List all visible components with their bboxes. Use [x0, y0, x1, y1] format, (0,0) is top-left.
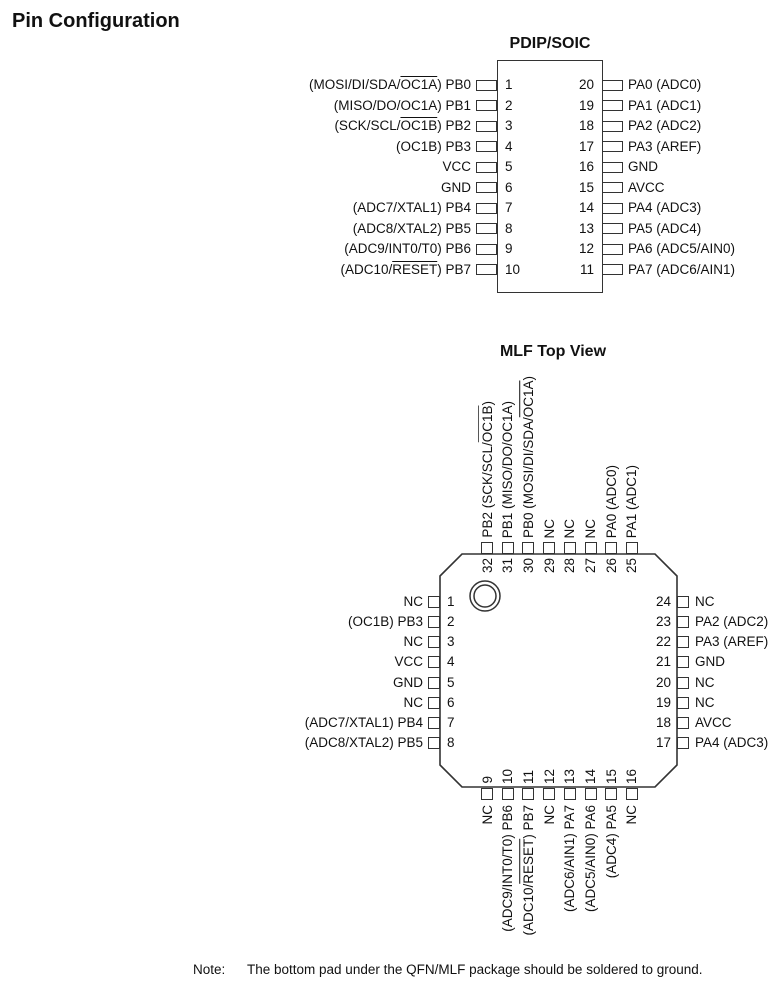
- mlf-pin-number: 11: [520, 769, 536, 784]
- mlf-pin-pad: [428, 697, 440, 709]
- pdip-pin-label: PA7 (ADC6/AIN1): [628, 261, 736, 277]
- mlf-pin-number: 15: [603, 768, 619, 784]
- mlf-pin-pad: [605, 788, 617, 800]
- mlf-title: MLF Top View: [499, 343, 607, 360]
- pdip-pin-number: 17: [578, 138, 594, 154]
- mlf-pin-number: 7: [447, 714, 455, 730]
- mlf-pin-label: NC: [403, 594, 423, 609]
- mlf-pin-label: PB2 (SCK/SCL/OC1B): [479, 401, 495, 538]
- pdip-pin-label: VCC: [442, 159, 471, 175]
- mlf-pin-pad: [677, 737, 689, 749]
- pdip-pin-number: 7: [505, 200, 513, 216]
- pdip-pin-label: PA3 (AREF): [628, 138, 702, 154]
- overline-text: OC1A: [520, 380, 536, 418]
- mlf-pin-label: PA1 (ADC1): [624, 464, 640, 538]
- overline-text: RESET: [392, 261, 438, 277]
- mlf-pin-label: PA2 (ADC2): [695, 614, 769, 630]
- pdip-pin-label: PA1 (ADC1): [628, 97, 702, 113]
- mlf-pin-number: 14: [583, 768, 598, 784]
- mlf-pin-number: 32: [479, 558, 495, 574]
- mlf-pin-label: NC: [479, 805, 495, 825]
- pdip-pin-label: (SCK/SCL/OC1B) PB2: [334, 118, 471, 134]
- pdip-pin-label: (OC1B) PB3: [395, 138, 471, 154]
- pdip-pin-number: 18: [578, 118, 594, 134]
- mlf-pin-label: NC: [403, 694, 423, 710]
- pdip-pin-label: (ADC9/INT0/T0) PB6: [344, 241, 471, 257]
- pdip-pin-number: 19: [578, 97, 594, 113]
- mlf-pin-number: 5: [447, 674, 455, 690]
- pdip-pin-label: (ADC7/XTAL1) PB4: [352, 200, 471, 216]
- mlf-pin-number: 6: [447, 694, 455, 710]
- pdip-pin-number: 16: [578, 159, 594, 175]
- mlf-pin-number: 4: [447, 654, 455, 670]
- pdip-pin-label: (ADC8/XTAL2) PB5: [352, 220, 471, 236]
- mlf-pin-number: 1: [447, 594, 455, 609]
- pdip-pin-label: AVCC: [628, 179, 665, 195]
- pdip-pin-label: (ADC10/RESET) PB7: [340, 261, 471, 277]
- mlf-package-body: [440, 554, 677, 787]
- pdip-pin-label: PA2 (ADC2): [628, 118, 702, 134]
- pdip-pin-label: PA6 (ADC5/AIN0): [628, 241, 736, 257]
- mlf-pin-number: 2: [447, 614, 455, 630]
- pdip-pin-number: 20: [578, 77, 594, 92]
- mlf-pin-number: 20: [655, 674, 671, 690]
- mlf-pin-pad: [626, 788, 638, 800]
- pdip-pin-label: GND: [628, 159, 658, 175]
- mlf-pin-label: PA0 (ADC0): [603, 464, 619, 538]
- mlf-pin-label: GND: [393, 674, 423, 690]
- mlf-pin-pad: [543, 788, 555, 800]
- pdip-pin-number: 4: [505, 138, 513, 154]
- mlf-pin-number: 26: [603, 558, 619, 574]
- mlf-pin-label: GND: [695, 654, 725, 670]
- mlf-pin-pad: [481, 788, 493, 800]
- pdip-pin-label: PA4 (ADC3): [628, 200, 702, 216]
- mlf-pin-pad: [677, 717, 689, 729]
- mlf-pin-pad: [522, 788, 534, 800]
- mlf-pin-number: 3: [447, 634, 455, 650]
- mlf-pin-number: 25: [624, 558, 640, 574]
- mlf-pin-label: PB0 (MOSI/DI/SDA/OC1A): [520, 375, 536, 538]
- overline-text: RESET: [520, 838, 536, 884]
- pdip-pin-label: PA0 (ADC0): [628, 77, 702, 92]
- mlf-pin-number: 9: [479, 776, 495, 784]
- mlf-pin-number: 18: [655, 714, 671, 730]
- mlf-pin-label: (ADC6/AIN1) PA7: [562, 805, 578, 913]
- mlf-pin-number: 22: [655, 634, 671, 650]
- mlf-pin-number: 12: [541, 768, 557, 784]
- mlf-pin-label: NC: [562, 518, 578, 538]
- mlf-pin-pad: [677, 616, 689, 628]
- mlf-pin-number: 17: [655, 735, 671, 751]
- mlf-pin-number: 10: [500, 768, 516, 784]
- pdip-pin-number: 8: [505, 220, 513, 236]
- mlf-pin-pad: [677, 656, 689, 668]
- mlf-pin-pad: [677, 697, 689, 709]
- mlf-pin-label: (ADC8/XTAL2) PB5: [304, 735, 423, 751]
- mlf-pin-label: NC: [541, 805, 557, 825]
- mlf-pin-label: PA4 (ADC3): [695, 735, 769, 751]
- mlf-pin-pad: [677, 636, 689, 648]
- mlf-pin-pad: [564, 542, 576, 554]
- mlf-pin-pad: [626, 542, 638, 554]
- mlf-pin-number: 23: [655, 614, 671, 630]
- mlf-pin-label: (ADC4) PA5: [603, 805, 619, 879]
- pdip-soic-title: PDIP/SOIC: [509, 35, 591, 52]
- note-label: Note:: [193, 962, 226, 977]
- mlf-pin-label: PB1 (MISO/DO/OC1A): [500, 400, 516, 538]
- mlf-pin-pad: [502, 788, 514, 800]
- mlf-pin-label: NC: [695, 694, 715, 710]
- mlf-pin-pad: [543, 542, 555, 554]
- mlf-pin-label: NC: [403, 634, 423, 650]
- mlf-pin-pad: [481, 542, 493, 554]
- mlf-pin-pad: [677, 596, 689, 608]
- mlf-pin-label: NC: [624, 805, 640, 825]
- mlf-pin-pad: [428, 616, 440, 628]
- mlf-pin-number: 27: [583, 558, 598, 574]
- mlf-pin-label: NC: [695, 674, 715, 690]
- mlf-pin-label: NC: [583, 518, 598, 538]
- mlf-pin-pad: [585, 542, 597, 554]
- mlf-pin-pad: [502, 542, 514, 554]
- mlf-pin-number: 29: [541, 558, 557, 574]
- mlf-pin-label: NC: [541, 518, 557, 538]
- mlf-pin-label: VCC: [394, 654, 423, 670]
- pdip-pin-number: 15: [578, 179, 594, 195]
- overline-text: OC1A: [400, 77, 438, 92]
- pdip-pin-number: 5: [505, 159, 513, 175]
- note-text: The bottom pad under the QFN/MLF package should be soldered to ground.: [247, 962, 703, 977]
- mlf-pin-label: AVCC: [695, 714, 732, 730]
- mlf-pin-label: (ADC10/RESET) PB7: [520, 805, 536, 936]
- mlf-pin-pad: [428, 737, 440, 749]
- overline-text: OC1B: [479, 405, 495, 443]
- overline-text: OC1B: [400, 118, 438, 134]
- pdip-pin-number: 2: [505, 97, 513, 113]
- mlf-pin-label: PA3 (AREF): [695, 634, 769, 650]
- mlf-pin-pad: [428, 656, 440, 668]
- pdip-pin-label: (MISO/DO/OC1A) PB1: [333, 97, 471, 113]
- pdip-pin-number: 11: [579, 261, 594, 277]
- pdip-pin-number: 9: [505, 241, 513, 257]
- mlf-pin-number: 21: [655, 654, 671, 670]
- mlf-pin-number: 16: [624, 768, 640, 784]
- page-title: Pin Configuration: [12, 10, 180, 32]
- pdip-pin-label: PA5 (ADC4): [628, 220, 702, 236]
- mlf-pin-label: NC: [695, 594, 715, 609]
- mlf-pin-number: 30: [520, 558, 536, 574]
- mlf-pin-pad: [428, 636, 440, 648]
- pdip-pin-number: 14: [578, 200, 594, 216]
- pdip-pin-number: 12: [578, 241, 594, 257]
- pdip-pin-number: 13: [578, 220, 594, 236]
- pdip-pin-number: 3: [505, 118, 513, 134]
- mlf-pin-label: (ADC7/XTAL1) PB4: [304, 714, 423, 730]
- mlf-pin-number: 19: [655, 694, 671, 710]
- mlf-pin-number: 13: [562, 768, 578, 784]
- pdip-pin-label: GND: [441, 179, 471, 195]
- mlf-pin-pad: [428, 677, 440, 689]
- mlf-pin-pad: [564, 788, 576, 800]
- pdip-pin-number: 6: [505, 179, 513, 195]
- pdip-pin-number: 10: [505, 261, 521, 277]
- mlf-pin-pad: [677, 677, 689, 689]
- mlf-pin-number: 8: [447, 735, 455, 751]
- mlf-pin-label: (ADC9/INT0/T0) PB6: [500, 805, 516, 932]
- pdip-pin-number: 1: [505, 77, 513, 92]
- pdip-pin-label: (MOSI/DI/SDA/OC1A) PB0: [308, 77, 471, 92]
- mlf-pin-pad: [605, 542, 617, 554]
- mlf-pin-pad: [428, 596, 440, 608]
- mlf-pin-pad: [428, 717, 440, 729]
- mlf-pin-label: (OC1B) PB3: [347, 614, 423, 630]
- mlf-pin-number: 31: [500, 558, 516, 574]
- mlf-pin-pad: [522, 542, 534, 554]
- mlf-pin-number: 28: [562, 558, 578, 574]
- mlf-pin-number: 24: [655, 594, 671, 609]
- mlf-pin-pad: [585, 788, 597, 800]
- mlf-pin-label: (ADC5/AIN0) PA6: [583, 805, 598, 913]
